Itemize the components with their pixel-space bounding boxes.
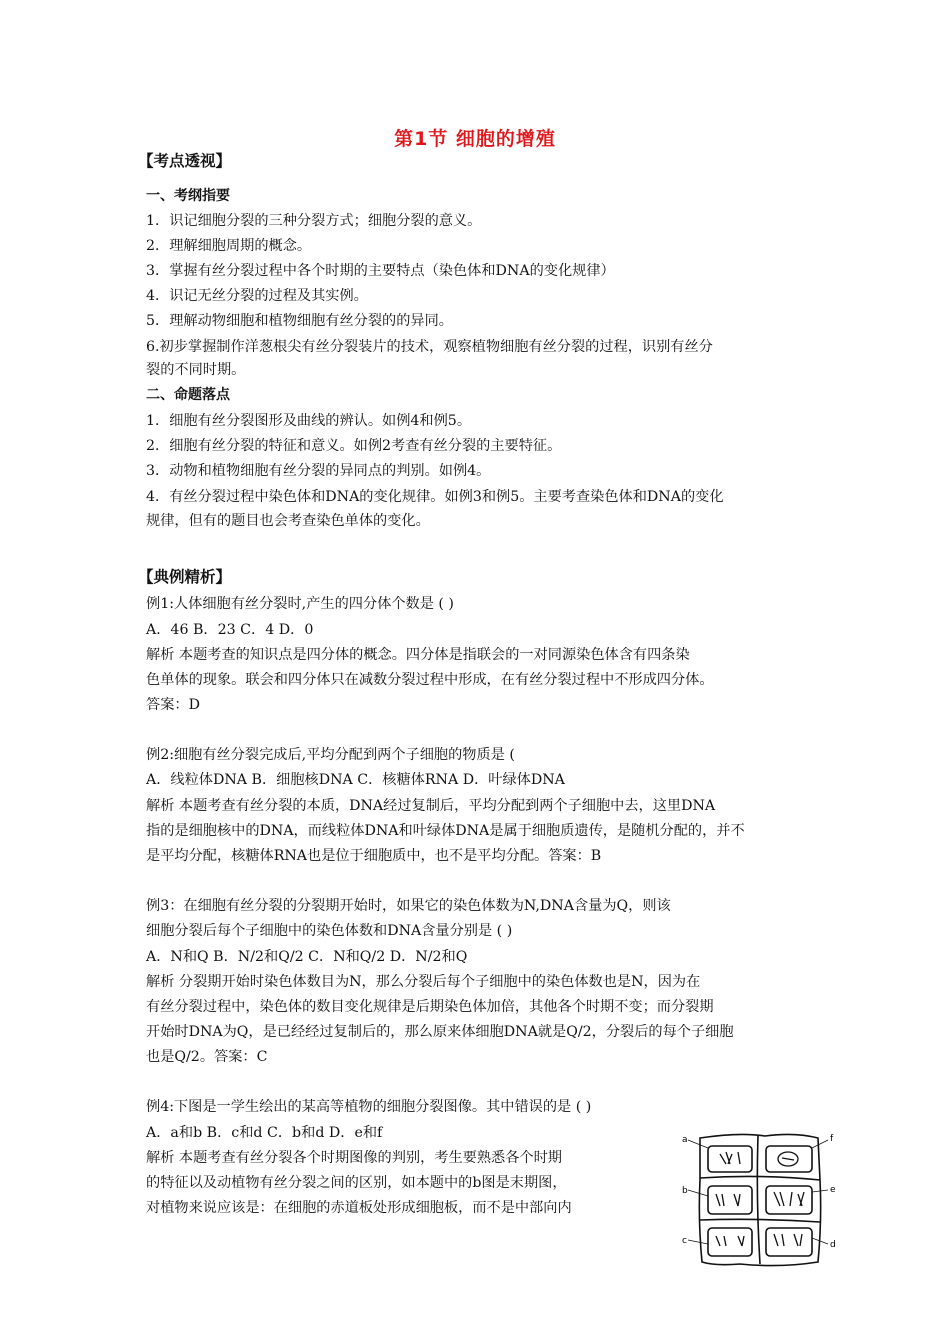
example-1-question: 例1:人体细胞有丝分裂时,产生的四分体个数是 ( )	[146, 596, 454, 612]
cell-division-figure	[680, 1130, 838, 1270]
example-3-question: 例3：在细胞有丝分裂的分裂期开始时，如果它的染色体数为N,DNA含量为Q，则该	[146, 898, 671, 914]
exam-point-item: 1．细胞有丝分裂图形及曲线的辨认。如例4和例5。	[146, 413, 472, 429]
outline-item: 6.初步掌握制作洋葱根尖有丝分裂装片的技术，观察植物细胞有丝分裂的过程，识别有丝分	[146, 339, 713, 355]
example-1-options: A．46 B．23 C．4 D．0	[146, 622, 314, 638]
section-heading-key-points: 【考点透视】	[138, 152, 232, 170]
page-title: 第1节 细胞的增殖	[394, 128, 556, 150]
example-3-analysis: 解析 分裂期开始时染色体数目为N，那么分裂后每个子细胞中的染色体数也是N，因为在	[146, 974, 701, 990]
subheading-outline: 一、考纲指要	[146, 188, 230, 204]
example-2-analysis: 解析 本题考查有丝分裂的本质，DNA经过复制后，平均分配到两个子细胞中去，这里DNA	[146, 798, 716, 814]
exam-point-item: 2．细胞有丝分裂的特征和意义。如例2考查有丝分裂的主要特征。	[146, 438, 562, 454]
outline-item: 3．掌握有丝分裂过程中各个时期的主要特点（染色体和DNA的变化规律）	[146, 263, 615, 279]
example-4-analysis: 的特征以及动植物有丝分裂之间的区别，如本题中的b图是末期图，	[146, 1175, 567, 1191]
figure-label-d: d	[830, 1240, 836, 1250]
outline-item: 4．识记无丝分裂的过程及其实例。	[146, 288, 368, 304]
example-2-options: A．线粒体DNA B．细胞核DNA C．核糖体RNA D．叶绿体DNA	[146, 772, 565, 788]
exam-point-item: 规律，但有的题目也会考查染色单体的变化。	[146, 513, 430, 529]
example-2-analysis: 指的是细胞核中的DNA，而线粒体DNA和叶绿体DNA是属于细胞质遗传，是随机分配的，并不	[146, 823, 745, 839]
example-3-analysis: 开始时DNA为Q，是已经经过复制后的，那么原来体细胞DNA就是Q/2，分裂后的每个子细胞	[146, 1024, 734, 1040]
example-3-question: 细胞分裂后每个子细胞中的染色体数和DNA含量分别是 ( )	[146, 923, 513, 939]
outline-item: 5．理解动物细胞和植物细胞有丝分裂的的异同。	[146, 313, 453, 329]
outline-item: 1．识记细胞分裂的三种分裂方式；细胞分裂的意义。	[146, 213, 482, 229]
figure-label-a: a	[682, 1135, 688, 1145]
example-1-answer: 答案：D	[146, 697, 200, 713]
section-heading-examples: 【典例精析】	[138, 568, 232, 586]
exam-point-item: 3．动物和植物细胞有丝分裂的异同点的判别。如例4。	[146, 463, 491, 479]
example-2-analysis: 是平均分配，核糖体RNA也是位于细胞质中，也不是平均分配。答案：B	[146, 848, 602, 864]
example-4-analysis: 解析 本题考查有丝分裂各个时期图像的判别，考生要熟悉各个时期	[146, 1150, 562, 1166]
example-4-analysis: 对植物来说应该是：在细胞的赤道板处形成细胞板，而不是中部向内	[146, 1200, 572, 1216]
figure-label-f: f	[830, 1134, 834, 1144]
outline-item: 2．理解细胞周期的概念。	[146, 238, 312, 254]
example-3-analysis: 有丝分裂过程中，染色体的数目变化规律是后期染色体加倍，其他各个时期不变；而分裂期	[146, 999, 714, 1015]
figure-label-c: c	[682, 1236, 687, 1246]
example-3-options: A．N和Q B．N/2和Q/2 C．N和Q/2 D．N/2和Q	[146, 949, 468, 965]
example-1-analysis: 解析 本题考查的知识点是四分体的概念。四分体是指联会的一对同源染色体含有四条染	[146, 647, 690, 663]
example-4-options: A．a和b B．c和d C．b和d D．e和f	[146, 1125, 383, 1141]
example-3-answer: 也是Q/2。答案：C	[146, 1049, 268, 1065]
figure-label-b: b	[682, 1186, 688, 1196]
exam-point-item: 4．有丝分裂过程中染色体和DNA的变化规律。如例3和例5。主要考查染色体和DNA的变化	[146, 489, 724, 505]
example-2-question: 例2:细胞有丝分裂完成后,平均分配到两个子细胞的物质是 (	[146, 747, 515, 763]
example-1-analysis: 色单体的现象。联会和四分体只在减数分裂过程中形成，在有丝分裂过程中不形成四分体。	[146, 672, 714, 688]
example-4-question: 例4:下图是一学生绘出的某高等植物的细胞分裂图像。其中错误的是 ( )	[146, 1099, 592, 1115]
outline-item: 裂的不同时期。	[146, 362, 246, 378]
figure-label-e: e	[830, 1185, 836, 1195]
subheading-exam-points: 二、命题落点	[146, 387, 230, 403]
